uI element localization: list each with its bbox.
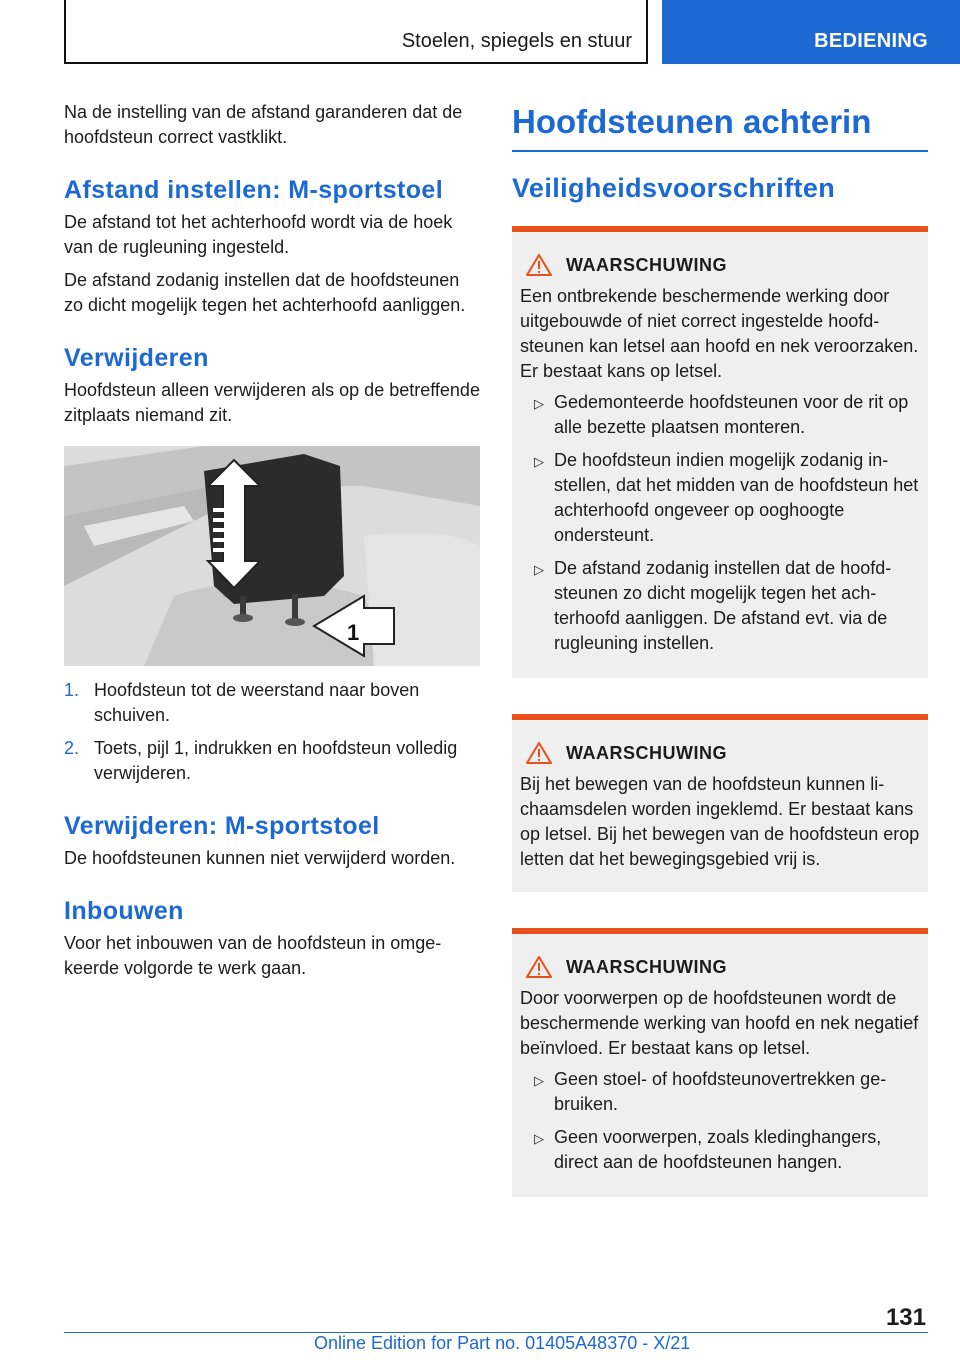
- section-title: BEDIENING: [814, 30, 928, 52]
- bullet-text: De hoofdsteun indien mogelijk zodanig instellen, dat het midden van de hoofdsteun het achterhoofd ongeveer op ooghoogte ondersteunt.: [554, 450, 919, 545]
- warning-text: Bij het bewegen van de hoofdsteun kunnen lichaamsdelen worden ingeklemd. Er bestaat kans op letsel. Bij het bewegen van de hoofdsteun erop letten dat het bewegingsgebied vrij is.: [520, 774, 920, 869]
- header-chapter-box: [64, 0, 648, 64]
- list-item: [520, 1067, 920, 1117]
- left-column: [64, 100, 480, 989]
- figure-callout-1: 1: [347, 620, 360, 645]
- warning-text: Door voorwerpen op de hoofdsteunen wordt de beschermende werking van hoofd en nek negatief beïnvloed. Er bestaat kans op letsel.: [520, 988, 919, 1058]
- warning-header: [520, 254, 920, 276]
- warning-label: WAARSCHUWING: [566, 956, 727, 977]
- list-item: [64, 736, 480, 786]
- list-item: [520, 448, 920, 548]
- bullet-triangle-icon: ▷: [534, 562, 544, 577]
- remove-heading: Verwijderen: [64, 344, 209, 372]
- m-sport-heading: Afstand instellen: M-sportstoel: [64, 176, 444, 204]
- step-number: 2.: [64, 738, 80, 758]
- warning-box-2: [512, 714, 928, 892]
- warning-box-1: [512, 226, 928, 678]
- bullet-triangle-icon: ▷: [534, 1131, 544, 1146]
- bullet-triangle-icon: ▷: [534, 396, 544, 411]
- warning-bullets: [520, 390, 920, 656]
- list-item: [520, 1125, 920, 1175]
- header-section-tab[interactable]: [662, 0, 960, 64]
- list-item: [520, 556, 920, 656]
- remove-paragraph: Hoofdsteun alleen verwijderen als op de betreffende zitplaats niemand zit.: [64, 380, 480, 425]
- remove-m-sport-heading: Verwijderen: M-sportstoel: [64, 812, 380, 840]
- warning-triangle-icon: [526, 742, 552, 764]
- step-number: 1.: [64, 680, 80, 700]
- warning-header: [520, 956, 920, 978]
- chapter-title: Stoelen, spiegels en stuur: [401, 30, 632, 52]
- step-text: Hoofdsteun tot de weerstand naar boven schuiven.: [94, 680, 420, 725]
- install-paragraph: Voor het inbouwen van de hoofdsteun in omgekeerde volgorde te werk gaan.: [64, 933, 442, 978]
- warning-box-3: [512, 928, 928, 1197]
- warning-label: WAARSCHUWING: [566, 742, 727, 763]
- intro-text: Na de instelling van de afstand garanderen dat de hoofdsteun correct vastklikt.: [64, 102, 463, 147]
- headrest-illustration: [64, 446, 480, 666]
- warning-triangle-icon: [526, 254, 552, 276]
- page-number: 131: [885, 1304, 926, 1331]
- bullet-text: Gedemonteerde hoofdsteunen voor de rit op alle bezette plaatsen monteren.: [554, 392, 909, 437]
- list-item: [64, 678, 480, 728]
- steps-list: [64, 678, 480, 786]
- warning-text: Een ontbrekende beschermende werking door uitgebouwde of niet correct ingestelde hoofdsteunen kan letsel aan hoofd en nek veroorzaken. Er bestaat kans op letsel.: [520, 286, 919, 381]
- remove-m-sport-paragraph: De hoofdsteunen kunnen niet verwijderd worden.: [64, 848, 456, 868]
- m-sport-paragraph-1: De afstand tot het achterhoofd wordt via de hoek van de rugleuning ingesteld.: [64, 212, 453, 257]
- warning-label: WAARSCHUWING: [566, 254, 727, 275]
- safety-heading: Veiligheidsvoorschriften: [512, 173, 836, 203]
- footer-edition-link[interactable]: Online Edition for Part no. 01405A48370 - X/21: [314, 1333, 691, 1353]
- bullet-text: Geen voorwerpen, zoals kledinghangers, direct aan de hoofdsteunen hangen.: [554, 1127, 882, 1172]
- bullet-text: Geen stoel- of hoofdsteunovertrekken gebruiken.: [554, 1069, 887, 1114]
- step-text: Toets, pijl 1, indrukken en hoofdsteun volledig verwijderen.: [94, 738, 458, 783]
- bullet-triangle-icon: ▷: [534, 454, 544, 469]
- install-heading: Inbouwen: [64, 897, 184, 925]
- warning-bullets: [520, 1067, 920, 1175]
- page-title: Hoofdsteunen achterin: [512, 100, 928, 152]
- list-item: [520, 390, 920, 440]
- m-sport-paragraph-2: De afstand zodanig instellen dat de hoofdsteunen zo dicht mogelijk tegen het achterhoofd aanliggen.: [64, 270, 466, 315]
- bullet-text: De afstand zodanig instellen dat de hoofdsteunen zo dicht mogelijk tegen het achterhoofd aanliggen. De afstand evt. via de rugleuning instellen.: [554, 558, 892, 653]
- warning-triangle-icon: [526, 956, 552, 978]
- warning-header: [520, 742, 920, 764]
- right-column: [512, 100, 928, 1233]
- bullet-triangle-icon: ▷: [534, 1073, 544, 1088]
